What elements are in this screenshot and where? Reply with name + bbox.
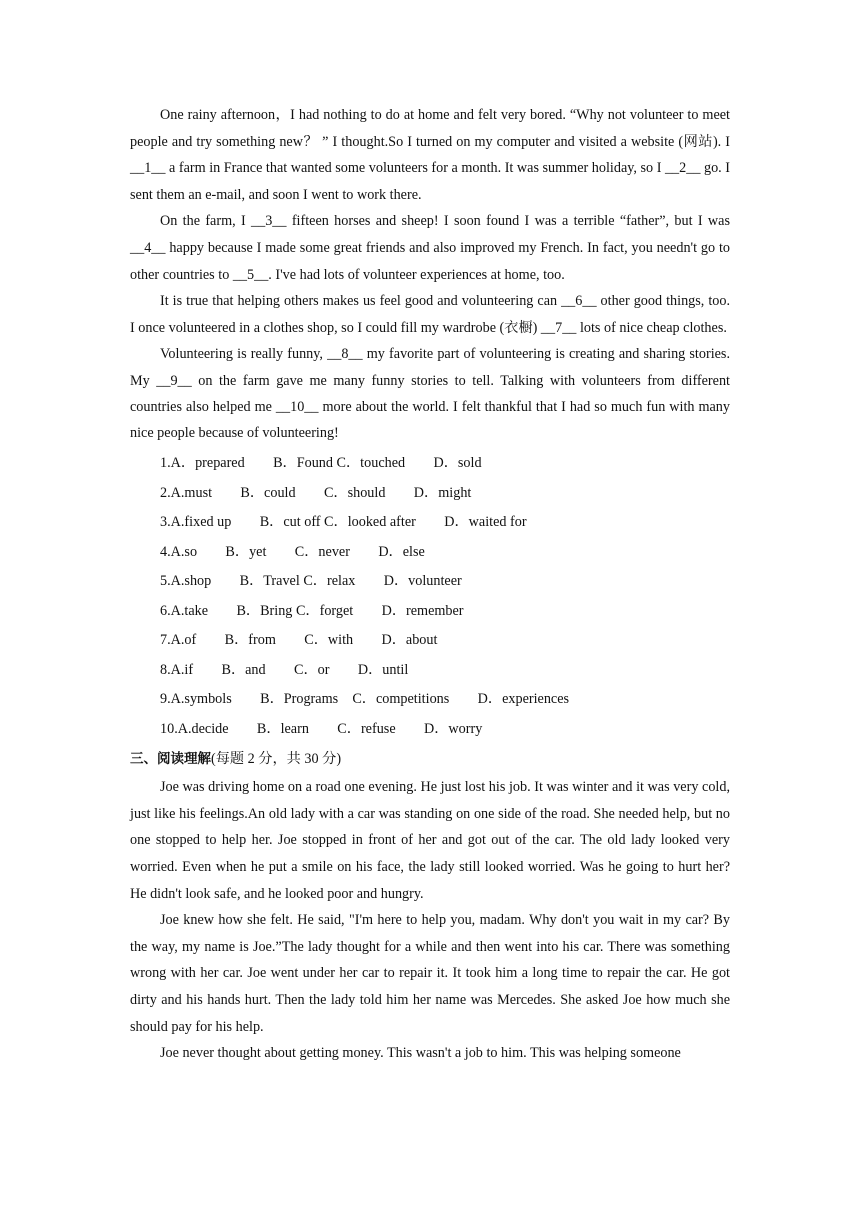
option-line-10: 10.A.decide B．learn C．refuse D．worry [160, 720, 483, 737]
cloze-options [130, 449, 730, 744]
option-line-5: 5.A.shop B．Travel C．relax D．volunteer [160, 573, 462, 590]
option-line-7: 7.A.of B．from C．with D．about [160, 632, 438, 649]
cloze-paragraph-3: It is true that helping others makes us feel good and volunteering can __6__ other good things, too. I once volunteered in a clothes shop, so I could fill my wardrobe (衣橱) __7__ lots of nice cheap clothes. [130, 293, 730, 336]
document-page [130, 102, 730, 1067]
option-line-3: 3.A.fixed up B．cut off C．looked after D．waited for [160, 514, 527, 531]
option-line-1: 1.A．prepared B．Found C．touched D．sold [160, 455, 482, 472]
option-line-9: 9.A.symbols B．Programs C．competitions D．experiences [160, 691, 570, 708]
cloze-paragraph-1: One rainy afternoon，I had nothing to do at home and felt very bored. “Why not volunteer to meet people and try something new？ ” I thought.So I turned on my computer and visited a website (网站). I __1__ a farm in France that wanted some volunteers for a month. It was summer holiday, so I __2__ go. I sent them an e-mail, and soon I went to work there. [130, 107, 730, 203]
cloze-paragraph-4: Volunteering is really funny, __8__ my favorite part of volunteering is creating and sharing stories. My __9__ on the farm gave me many funny stories to tell. Talking with volunteers from different countries also helped me __10__ more about the world. I felt thankful that I had so much fun with many nice people because of volunteering! [130, 346, 730, 441]
reading-passage [130, 774, 730, 1067]
option-line-4: 4.A.so B．yet C．never D．else [160, 543, 425, 560]
section-heading [130, 744, 730, 774]
cloze-paragraph-2: On the farm, I __3__ fifteen horses and sheep! I soon found I was a terrible “father”, but I was __4__ happy because I made some great friends and also improved my French. In fact, you needn't go to other countries to __5__. I've had lots of volunteer experiences at home, too. [130, 213, 730, 283]
option-line-8: 8.A.if B．and C．or D．until [160, 661, 409, 678]
option-line-6: 6.A.take B．Bring C．forget D．remember [160, 602, 464, 619]
reading-paragraph-3: Joe never thought about getting money. This wasn't a job to him. This was helping someone [160, 1045, 681, 1062]
section-heading-note: (每题 2 分，共 30 分) [211, 751, 342, 768]
option-line-2: 2.A.must B．could C．should D．might [160, 484, 472, 501]
section-heading-title: 三、阅读理解 [130, 751, 211, 768]
reading-paragraph-2: Joe knew how she felt. He said, "I'm here to help you, madam. Why don't you wait in my car? By the way, my name is Joe.”The lady thought for a while and then went into his car. There was something wrong with her car. Joe went under her car to repair it. It took him a long time to repair the car. He got dirty and his hands hurt. Then the lady told him her name was Mercedes. She asked Joe how much she should pay for his help. [130, 912, 730, 1035]
cloze-passage [130, 102, 730, 446]
reading-paragraph-1: Joe was driving home on a road one evening. He just lost his job. It was winter and it was very cold, just like his feelings.An old lady with a car was standing on one side of the road. She needed help, but no one stopped to help her. Joe stopped in front of her and got out of the car. The old lady looked very worried. Even when he put a smile on his face, the lady still looked worried. Was he going to hurt her? He didn't look safe, and he looked poor and hungry. [130, 779, 730, 902]
